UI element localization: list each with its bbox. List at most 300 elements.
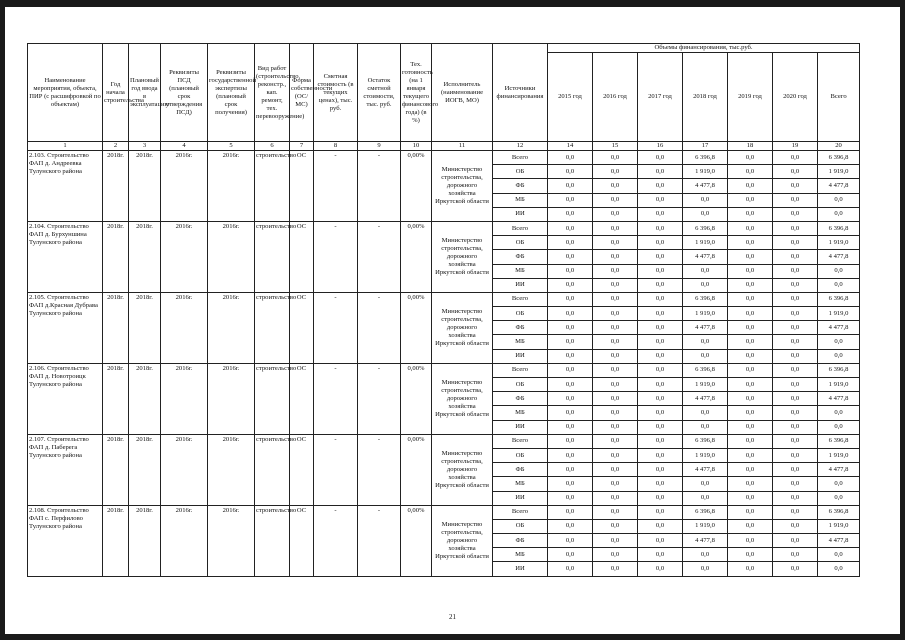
readiness: 0,00% [401,292,432,363]
funding-value: 4 477,8 [683,179,728,193]
scan-edge-bottom [0,634,905,640]
work-type: строительство [255,363,290,434]
ownership: ОС [290,221,314,292]
column-number: 9 [358,142,401,151]
header-sources: Источники финансирования [493,44,548,142]
funding-value: 0,0 [773,562,818,576]
funding-value: 0,0 [638,264,683,278]
start-year: 2018г. [103,151,129,222]
funding-value: 6 396,8 [683,292,728,306]
project-name: 2.103. Строительство ФАП д. Андреевка Тулунского района [28,151,103,222]
funding-value: 0,0 [773,278,818,292]
column-number: 5 [208,142,255,151]
funding-value: 0,0 [638,236,683,250]
funding-value: 0,0 [773,193,818,207]
column-number: 11 [432,142,493,151]
table-row [28,434,860,448]
funding-value: 0,0 [773,349,818,363]
exam-date: 2016г. [208,151,255,222]
header-year-2020: 2020 год [773,53,818,142]
funding-value: 0,0 [593,264,638,278]
funding-value: 0,0 [638,349,683,363]
funding-source: МБ [493,406,548,420]
executor: Министерство строительства, дорожного хозяйства Иркутской области [432,151,493,222]
funding-value: 0,0 [683,264,728,278]
readiness: 0,00% [401,434,432,505]
funding-value: 0,0 [773,165,818,179]
planned-year: 2018г. [129,434,161,505]
funding-value: 0,0 [818,278,860,292]
funding-source: МБ [493,193,548,207]
column-number: 6 [255,142,290,151]
funding-value: 0,0 [683,406,728,420]
funding-source: Всего [493,292,548,306]
work-type: строительство [255,221,290,292]
funding-value: 0,0 [548,349,593,363]
funding-value: 0,0 [638,448,683,462]
funding-value: 0,0 [593,491,638,505]
funding-source: ОБ [493,448,548,462]
funding-value: 6 396,8 [818,363,860,377]
header-psd: Реквизиты ПСД (плановый срок утверждения ПСД) [161,44,208,142]
funding-value: 0,0 [728,548,773,562]
header-total: Всего [818,53,860,142]
funding-value: 1 919,0 [818,519,860,533]
funding-value: 0,0 [593,151,638,165]
funding-value: 0,0 [683,207,728,221]
table-row [28,292,860,306]
planned-year: 2018г. [129,221,161,292]
funding-value: 0,0 [638,193,683,207]
column-number: 16 [638,142,683,151]
estimate-cost: - [314,292,358,363]
funding-source: Всего [493,221,548,235]
planned-year: 2018г. [129,363,161,434]
funding-value: 4 477,8 [818,321,860,335]
funding-value: 0,0 [593,519,638,533]
funding-value: 0,0 [818,477,860,491]
funding-value: 0,0 [548,207,593,221]
exam-date: 2016г. [208,434,255,505]
column-number: 8 [314,142,358,151]
funding-value: 0,0 [773,221,818,235]
start-year: 2018г. [103,363,129,434]
funding-value: 6 396,8 [818,505,860,519]
project-name: 2.105. Строительство ФАП д.Красная Дубрава Тулунского района [28,292,103,363]
funding-value: 6 396,8 [818,221,860,235]
header-planned-year: Плановый год ввода в эксплуатацию [129,44,161,142]
funding-value: 0,0 [728,491,773,505]
funding-value: 0,0 [548,463,593,477]
exam-date: 2016г. [208,221,255,292]
table-row [28,505,860,519]
funding-value: 0,0 [548,434,593,448]
funding-value: 6 396,8 [683,151,728,165]
executor: Министерство строительства, дорожного хозяйства Иркутской области [432,434,493,505]
funding-value: 4 477,8 [683,250,728,264]
exam-date: 2016г. [208,292,255,363]
column-number: 10 [401,142,432,151]
funding-value: 0,0 [773,420,818,434]
funding-value: 0,0 [773,179,818,193]
funding-value: 6 396,8 [683,363,728,377]
funding-value: 0,0 [638,221,683,235]
funding-value: 6 396,8 [818,292,860,306]
funding-value: 0,0 [638,392,683,406]
funding-value: 0,0 [638,292,683,306]
remaining-cost: - [358,151,401,222]
readiness: 0,00% [401,363,432,434]
column-numbers-row [28,142,860,151]
column-number: 15 [593,142,638,151]
funding-source: МБ [493,548,548,562]
funding-value: 0,0 [593,349,638,363]
page-number: 21 [449,613,456,621]
readiness: 0,00% [401,505,432,576]
header-ownership: Форма собственности (ОС/МС) [290,44,314,142]
ownership: ОС [290,151,314,222]
funding-source: МБ [493,335,548,349]
funding-value: 1 919,0 [683,236,728,250]
funding-value: 0,0 [548,477,593,491]
funding-value: 0,0 [818,406,860,420]
funding-value: 0,0 [638,363,683,377]
planned-year: 2018г. [129,505,161,576]
financing-table [27,43,860,577]
funding-value: 0,0 [548,420,593,434]
funding-value: 0,0 [548,534,593,548]
funding-value: 0,0 [548,165,593,179]
funding-value: 0,0 [638,179,683,193]
estimate-cost: - [314,221,358,292]
funding-value: 4 477,8 [683,321,728,335]
funding-value: 0,0 [683,278,728,292]
column-number: 3 [129,142,161,151]
header-readiness: Тех. готовность (на 1 января текущего финансового года) (в %) [401,44,432,142]
funding-value: 0,0 [728,292,773,306]
funding-value: 0,0 [548,264,593,278]
ownership: ОС [290,292,314,363]
column-number: 12 [493,142,548,151]
funding-value: 0,0 [593,392,638,406]
project-name: 2.108. Строительство ФАП с. Перфилово Тулунского района [28,505,103,576]
funding-value: 0,0 [773,378,818,392]
ownership: ОС [290,363,314,434]
funding-value: 0,0 [548,406,593,420]
funding-value: 0,0 [548,505,593,519]
readiness: 0,00% [401,221,432,292]
funding-source: ИИ [493,207,548,221]
funding-value: 0,0 [593,420,638,434]
funding-value: 4 477,8 [818,392,860,406]
funding-value: 0,0 [773,392,818,406]
funding-value: 0,0 [638,335,683,349]
table-row [28,221,860,235]
column-number: 2 [103,142,129,151]
psd-date: 2016г. [161,434,208,505]
psd-date: 2016г. [161,363,208,434]
funding-value: 0,0 [773,363,818,377]
funding-value: 1 919,0 [683,519,728,533]
header-year-2017: 2017 год [638,53,683,142]
funding-value: 0,0 [593,250,638,264]
funding-value: 0,0 [548,307,593,321]
funding-source: ОБ [493,165,548,179]
funding-value: 0,0 [728,463,773,477]
funding-value: 0,0 [548,151,593,165]
funding-value: 0,0 [593,165,638,179]
funding-value: 0,0 [593,448,638,462]
work-type: строительство [255,151,290,222]
funding-source: ОБ [493,519,548,533]
estimate-cost: - [314,505,358,576]
funding-value: 0,0 [593,236,638,250]
funding-value: 0,0 [773,264,818,278]
column-number: 18 [728,142,773,151]
funding-value: 0,0 [683,491,728,505]
funding-value: 0,0 [638,378,683,392]
funding-value: 0,0 [638,534,683,548]
funding-value: 0,0 [593,363,638,377]
funding-source: ОБ [493,307,548,321]
funding-value: 0,0 [728,349,773,363]
header-year-2019: 2019 год [728,53,773,142]
remaining-cost: - [358,363,401,434]
header-name: Наименование мероприятия, объекта, ПИР (с расшифровкой по объектам) [28,44,103,142]
funding-source: Всего [493,434,548,448]
funding-value: 0,0 [548,236,593,250]
funding-source: МБ [493,264,548,278]
funding-value: 0,0 [548,321,593,335]
psd-date: 2016г. [161,292,208,363]
funding-value: 0,0 [818,264,860,278]
column-number: 19 [773,142,818,151]
funding-value: 4 477,8 [683,534,728,548]
funding-value: 0,0 [818,548,860,562]
funding-value: 0,0 [593,378,638,392]
funding-value: 0,0 [773,236,818,250]
funding-value: 0,0 [728,378,773,392]
header-volumes: Объемы финансирования, тыс.руб. [548,44,860,53]
funding-value: 0,0 [683,562,728,576]
funding-value: 0,0 [638,307,683,321]
funding-source: Всего [493,505,548,519]
work-type: строительство [255,292,290,363]
funding-value: 0,0 [638,491,683,505]
funding-value: 0,0 [773,406,818,420]
funding-value: 0,0 [593,193,638,207]
funding-value: 4 477,8 [818,534,860,548]
funding-value: 0,0 [638,250,683,264]
funding-value: 0,0 [773,321,818,335]
start-year: 2018г. [103,292,129,363]
funding-value: 0,0 [548,335,593,349]
header-year-2015: 2015 год [548,53,593,142]
executor: Министерство строительства, дорожного хозяйства Иркутской области [432,292,493,363]
funding-value: 0,0 [683,193,728,207]
header-executor: Исполнитель (наименование ИОГВ, МО) [432,44,493,142]
funding-value: 0,0 [593,434,638,448]
funding-value: 0,0 [773,292,818,306]
column-number: 14 [548,142,593,151]
funding-value: 0,0 [548,278,593,292]
funding-value: 0,0 [728,420,773,434]
funding-value: 0,0 [548,562,593,576]
funding-value: 0,0 [638,207,683,221]
funding-value: 1 919,0 [818,307,860,321]
funding-value: 1 919,0 [683,378,728,392]
column-number: 17 [683,142,728,151]
scan-edge-right [900,0,905,640]
funding-value: 0,0 [773,477,818,491]
funding-value: 0,0 [728,179,773,193]
funding-source: ОБ [493,236,548,250]
funding-value: 0,0 [593,221,638,235]
estimate-cost: - [314,434,358,505]
funding-value: 6 396,8 [683,505,728,519]
funding-value: 0,0 [728,151,773,165]
ownership: ОС [290,505,314,576]
header-work-type: Вид работ (строительство, реконстр., кап. ремонт, тех. перевооружение) [255,44,290,142]
executor: Министерство строительства, дорожного хозяйства Иркутской области [432,363,493,434]
column-number: 4 [161,142,208,151]
header-state-exam: Реквизиты государственной экспертизы (плановый срок получения) [208,44,255,142]
funding-value: 1 919,0 [818,165,860,179]
funding-source: ИИ [493,349,548,363]
funding-value: 0,0 [593,534,638,548]
project-name: 2.106. Строительство ФАП д. Новотроицк Тулунского района [28,363,103,434]
funding-value: 0,0 [548,221,593,235]
funding-value: 0,0 [818,420,860,434]
scan-edge-left [0,0,5,640]
funding-value: 0,0 [728,392,773,406]
funding-value: 0,0 [593,548,638,562]
funding-value: 0,0 [548,519,593,533]
funding-value: 0,0 [548,292,593,306]
remaining-cost: - [358,505,401,576]
funding-value: 0,0 [593,292,638,306]
psd-date: 2016г. [161,221,208,292]
funding-value: 6 396,8 [683,434,728,448]
funding-value: 1 919,0 [818,378,860,392]
funding-source: ФБ [493,179,548,193]
funding-value: 0,0 [683,548,728,562]
funding-value: 1 919,0 [683,307,728,321]
column-number: 1 [28,142,103,151]
project-name: 2.107. Строительство ФАП д. Паберега Тулунского района [28,434,103,505]
funding-value: 0,0 [548,179,593,193]
funding-value: 0,0 [638,477,683,491]
funding-value: 4 477,8 [683,392,728,406]
funding-value: 0,0 [728,250,773,264]
funding-value: 0,0 [683,477,728,491]
planned-year: 2018г. [129,292,161,363]
header-remaining-cost: Остаток сметной стоимости, тыс. руб. [358,44,401,142]
funding-value: 0,0 [773,207,818,221]
funding-source: ИИ [493,562,548,576]
funding-value: 0,0 [728,434,773,448]
funding-value: 1 919,0 [683,165,728,179]
funding-value: 0,0 [593,562,638,576]
ownership: ОС [290,434,314,505]
funding-value: 0,0 [773,151,818,165]
funding-source: ОБ [493,378,548,392]
start-year: 2018г. [103,434,129,505]
remaining-cost: - [358,434,401,505]
funding-value: 0,0 [728,448,773,462]
funding-value: 0,0 [593,179,638,193]
funding-value: 0,0 [638,548,683,562]
funding-value: 0,0 [728,534,773,548]
funding-value: 0,0 [728,165,773,179]
remaining-cost: - [358,292,401,363]
funding-value: 0,0 [593,278,638,292]
funding-value: 0,0 [593,207,638,221]
header-year-2016: 2016 год [593,53,638,142]
funding-value: 0,0 [773,534,818,548]
planned-year: 2018г. [129,151,161,222]
table-body [28,142,860,577]
funding-value: 0,0 [818,335,860,349]
project-name: 2.104. Строительство ФАП д. Бурхуншина Тулунского района [28,221,103,292]
funding-value: 0,0 [728,307,773,321]
funding-value: 0,0 [593,463,638,477]
funding-value: 4 477,8 [683,463,728,477]
funding-value: 0,0 [548,250,593,264]
funding-value: 0,0 [728,505,773,519]
funding-value: 0,0 [818,562,860,576]
executor: Министерство строительства, дорожного хозяйства Иркутской области [432,505,493,576]
funding-source: ФБ [493,250,548,264]
executor: Министерство строительства, дорожного хозяйства Иркутской области [432,221,493,292]
funding-value: 0,0 [638,505,683,519]
work-type: строительство [255,434,290,505]
remaining-cost: - [358,221,401,292]
funding-value: 0,0 [773,463,818,477]
funding-value: 0,0 [548,378,593,392]
funding-value: 0,0 [548,193,593,207]
funding-value: 0,0 [728,321,773,335]
funding-source: ФБ [493,534,548,548]
funding-value: 0,0 [773,505,818,519]
funding-source: ИИ [493,420,548,434]
funding-value: 0,0 [728,562,773,576]
column-number: 20 [818,142,860,151]
funding-value: 1 919,0 [818,448,860,462]
funding-value: 0,0 [818,193,860,207]
funding-value: 0,0 [728,519,773,533]
funding-value: 0,0 [548,491,593,505]
funding-source: МБ [493,477,548,491]
funding-value: 0,0 [638,420,683,434]
funding-source: ФБ [493,321,548,335]
funding-value: 0,0 [818,349,860,363]
funding-value: 0,0 [773,548,818,562]
funding-value: 0,0 [548,363,593,377]
funding-value: 0,0 [593,505,638,519]
funding-value: 0,0 [683,349,728,363]
psd-date: 2016г. [161,505,208,576]
funding-value: 0,0 [728,264,773,278]
funding-source: ФБ [493,392,548,406]
funding-value: 0,0 [593,335,638,349]
column-number: 7 [290,142,314,151]
funding-value: 0,0 [818,207,860,221]
funding-value: 0,0 [548,548,593,562]
estimate-cost: - [314,363,358,434]
table-header [28,44,860,142]
funding-value: 0,0 [728,335,773,349]
